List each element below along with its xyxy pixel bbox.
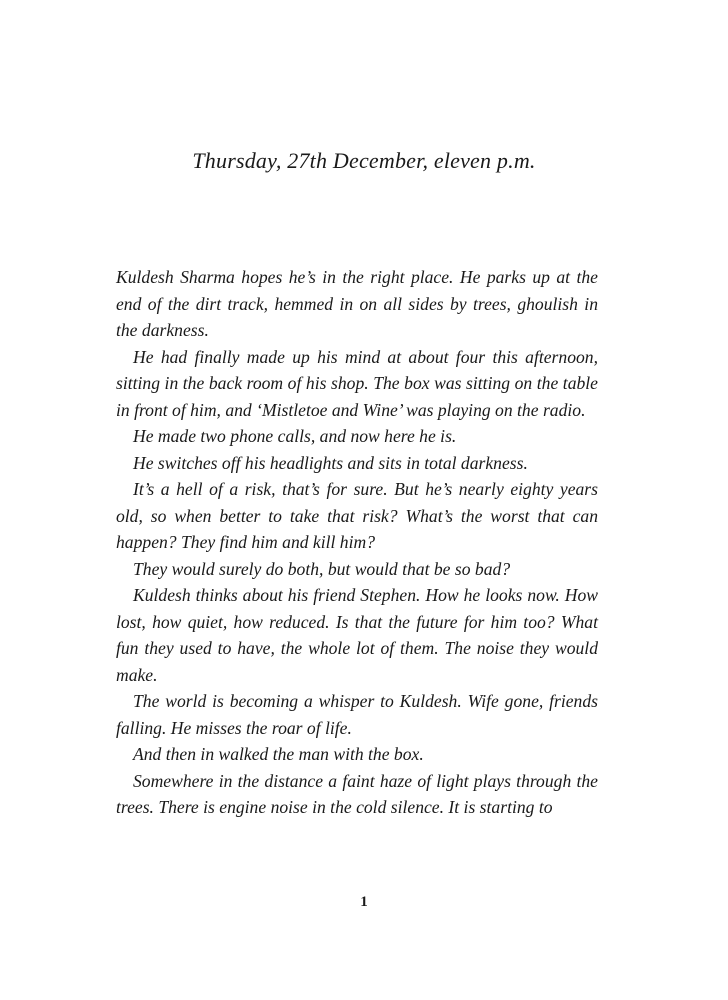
paragraph: And then in walked the man with the box. [133,744,424,764]
paragraph: It’s a hell of a risk, that’s for sure. But he’s nearly eighty years old, so when better to take that risk? What’s the worst that can happen? They find him and kill him? [116,479,598,552]
paragraph: Somewhere in the distance a faint haze of light plays through the trees. There is engine noise in the cold silence. It is starting to [116,770,598,817]
body-text [116,264,598,821]
paragraph: Kuldesh thinks about his friend Stephen. How he looks now. How lost, how quiet, how reduced. Is that the future for him too? What fun they used to have, the whole lot of them. The noise they would make. [116,585,598,685]
chapter-heading: Thursday, 27th December, eleven p.m. [192,148,536,173]
paragraph: They would surely do both, but would that be so bad? [133,558,511,579]
paragraph: Kuldesh Sharma hopes he’s in the right place. He parks up at the end of the dirt track, hemmed in on all sides by trees, ghoulish in the darkness. [116,267,598,340]
paragraph: He made two phone calls, and now here he is. [133,426,457,446]
paragraph: The world is becoming a whisper to Kuldesh. Wife gone, friends falling. He misses the roar of life. [116,691,598,738]
paragraph: He had finally made up his mind at about four this afternoon, sitting in the back room of his shop. The box was sitting on the table in front of him, and ‘Mistletoe and Wine’ was playing on the radio. [116,346,598,420]
paragraph: He switches off his headlights and sits in total darkness. [133,452,528,473]
page-number: 1 [360,894,368,910]
